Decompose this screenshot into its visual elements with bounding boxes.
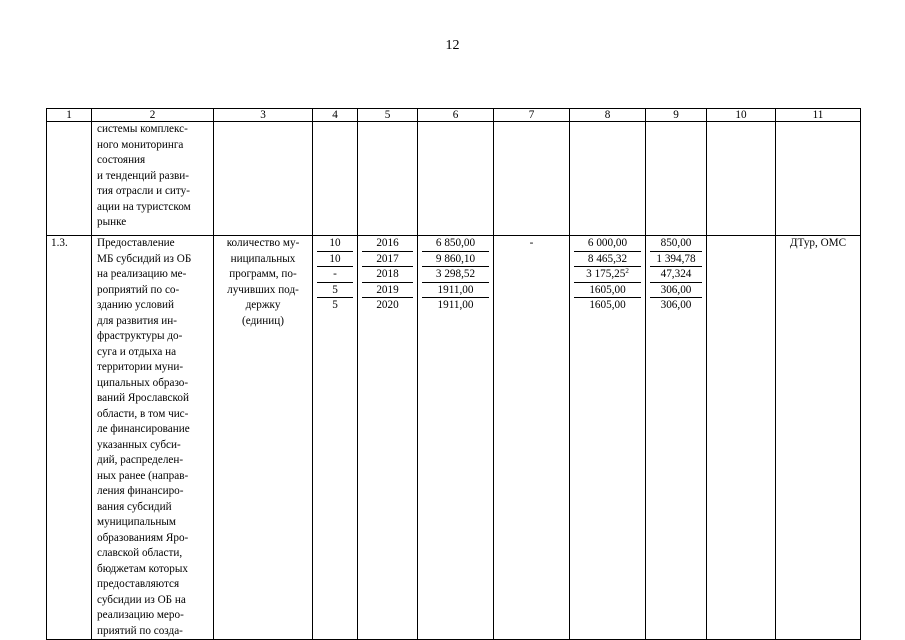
header-cell-9: 9 bbox=[646, 109, 707, 122]
text-line: вания субсидий bbox=[97, 500, 172, 513]
row-col4 bbox=[313, 236, 358, 640]
sub-cell: - bbox=[317, 267, 353, 283]
text-line: ного мониторинга bbox=[97, 138, 184, 151]
sub-cell: 1911,00 bbox=[422, 283, 489, 299]
sub-cell: 2018 bbox=[362, 267, 413, 283]
sub-cell: 1605,00 bbox=[574, 283, 641, 299]
text-line: образованиям Яро- bbox=[97, 531, 189, 544]
sub-cell: 5 bbox=[332, 299, 338, 311]
cell-empty bbox=[313, 122, 358, 236]
header-cell-2: 2 bbox=[92, 109, 214, 122]
cell-empty bbox=[47, 122, 92, 236]
sub-cell: 306,00 bbox=[650, 283, 702, 299]
sub-cell: 10 bbox=[317, 236, 353, 252]
text-line: системы комплекс- bbox=[97, 123, 188, 135]
header-cell-7: 7 bbox=[494, 109, 570, 122]
sub-cell: 1 394,78 bbox=[650, 252, 702, 268]
text-line: Предоставление bbox=[97, 237, 175, 249]
text-line: ных ранее (направ- bbox=[97, 469, 189, 482]
sub-cell: 2019 bbox=[362, 283, 413, 299]
text-line: приятий по созда- bbox=[97, 624, 183, 637]
text-line: держку bbox=[245, 299, 281, 311]
sub-cell: 5 bbox=[317, 283, 353, 299]
text-line: количество му- bbox=[226, 237, 300, 249]
sub-cell: 1911,00 bbox=[437, 299, 474, 311]
row-col7: - bbox=[494, 236, 570, 640]
row-col10 bbox=[707, 236, 776, 640]
text-line: МБ субсидий из ОБ bbox=[97, 252, 192, 265]
text-line: территории муни- bbox=[97, 361, 184, 373]
row-description bbox=[92, 236, 214, 640]
text-line: ниципальных bbox=[230, 252, 296, 265]
cell-empty bbox=[214, 122, 313, 236]
page-number: 12 bbox=[445, 38, 460, 53]
text-line: бюджетам которых bbox=[97, 562, 188, 575]
text-line: дий, распределен- bbox=[97, 454, 184, 466]
text-line: области, в том чис- bbox=[97, 407, 189, 420]
header-row bbox=[47, 109, 861, 122]
text-line: ваний Ярославской bbox=[97, 392, 189, 404]
text-line: (единиц) bbox=[242, 314, 284, 327]
text-line: указанных субси- bbox=[97, 438, 181, 451]
text-line: тия отрасли и ситу- bbox=[97, 185, 190, 197]
text-line: ципальных образо- bbox=[97, 376, 189, 389]
text-line: фраструктуры до- bbox=[97, 330, 183, 342]
continued-description bbox=[92, 122, 214, 236]
sub-cell: 3 298,52 bbox=[422, 267, 489, 283]
text-line: состояния bbox=[97, 154, 146, 166]
header-cell-3: 3 bbox=[214, 109, 313, 122]
text-line: и тенденций разви- bbox=[97, 169, 190, 182]
sub-cell: 2020 bbox=[376, 299, 399, 311]
text-line: для развития ин- bbox=[97, 314, 177, 327]
sub-cell-value: 3 175,25 bbox=[586, 268, 626, 280]
sub-cell: 850,00 bbox=[650, 236, 702, 252]
sub-cell: 306,00 bbox=[660, 299, 692, 311]
row-number: 1.3. bbox=[47, 236, 92, 640]
header-cell-1: 1 bbox=[47, 109, 92, 122]
cell-empty bbox=[418, 122, 494, 236]
header-cell-11: 11 bbox=[776, 109, 861, 122]
cell-empty bbox=[494, 122, 570, 236]
text-line: ления финансиро- bbox=[97, 485, 184, 497]
text-line: субсидии из ОБ на bbox=[97, 593, 186, 606]
row-col5-year bbox=[358, 236, 418, 640]
program-table bbox=[46, 108, 861, 640]
sub-cell: 47,324 bbox=[650, 267, 702, 283]
cell-empty bbox=[707, 122, 776, 236]
row-col8 bbox=[570, 236, 646, 640]
text-line: программ, по- bbox=[229, 268, 297, 280]
text-line: предоставляются bbox=[97, 578, 180, 590]
text-line: зданию условий bbox=[97, 299, 174, 311]
cell-empty bbox=[776, 122, 861, 236]
sub-cell: 6 000,00 bbox=[574, 236, 641, 252]
sub-cell: 8 465,32 bbox=[574, 252, 641, 268]
text-line: на реализацию ме- bbox=[97, 268, 187, 280]
sub-cell: 10 bbox=[317, 252, 353, 268]
table-row-continued bbox=[47, 122, 861, 236]
cell-empty bbox=[570, 122, 646, 236]
text-line: реализацию меро- bbox=[97, 609, 184, 621]
footnote-marker: 2 bbox=[625, 267, 629, 275]
text-line: муниципальным bbox=[97, 516, 176, 528]
text-line: роприятий по со- bbox=[97, 283, 180, 296]
text-line: славской области, bbox=[97, 547, 183, 559]
row-col9 bbox=[646, 236, 707, 640]
table-row-1-3 bbox=[47, 236, 861, 640]
header-cell-10: 10 bbox=[707, 109, 776, 122]
row-indicator bbox=[214, 236, 313, 640]
text-line: лучивших под- bbox=[227, 283, 299, 296]
sub-cell: 9 860,10 bbox=[422, 252, 489, 268]
row-col11-executors: ДТур, ОМС bbox=[776, 236, 861, 640]
text-line: рынке bbox=[97, 216, 127, 228]
sub-cell-footnoted bbox=[574, 267, 641, 283]
text-line: суга и отдыха на bbox=[97, 345, 177, 358]
header-cell-8: 8 bbox=[570, 109, 646, 122]
row-col6 bbox=[418, 236, 494, 640]
cell-empty bbox=[646, 122, 707, 236]
header-cell-6: 6 bbox=[418, 109, 494, 122]
sub-cell: 1605,00 bbox=[589, 299, 626, 311]
cell-empty bbox=[358, 122, 418, 236]
text-line: ации на туристском bbox=[97, 200, 191, 213]
sub-cell: 6 850,00 bbox=[422, 236, 489, 252]
header-cell-4: 4 bbox=[313, 109, 358, 122]
sub-cell: 2016 bbox=[362, 236, 413, 252]
header-cell-5: 5 bbox=[358, 109, 418, 122]
sub-cell: 2017 bbox=[362, 252, 413, 268]
text-line: ле финансирование bbox=[97, 423, 190, 435]
